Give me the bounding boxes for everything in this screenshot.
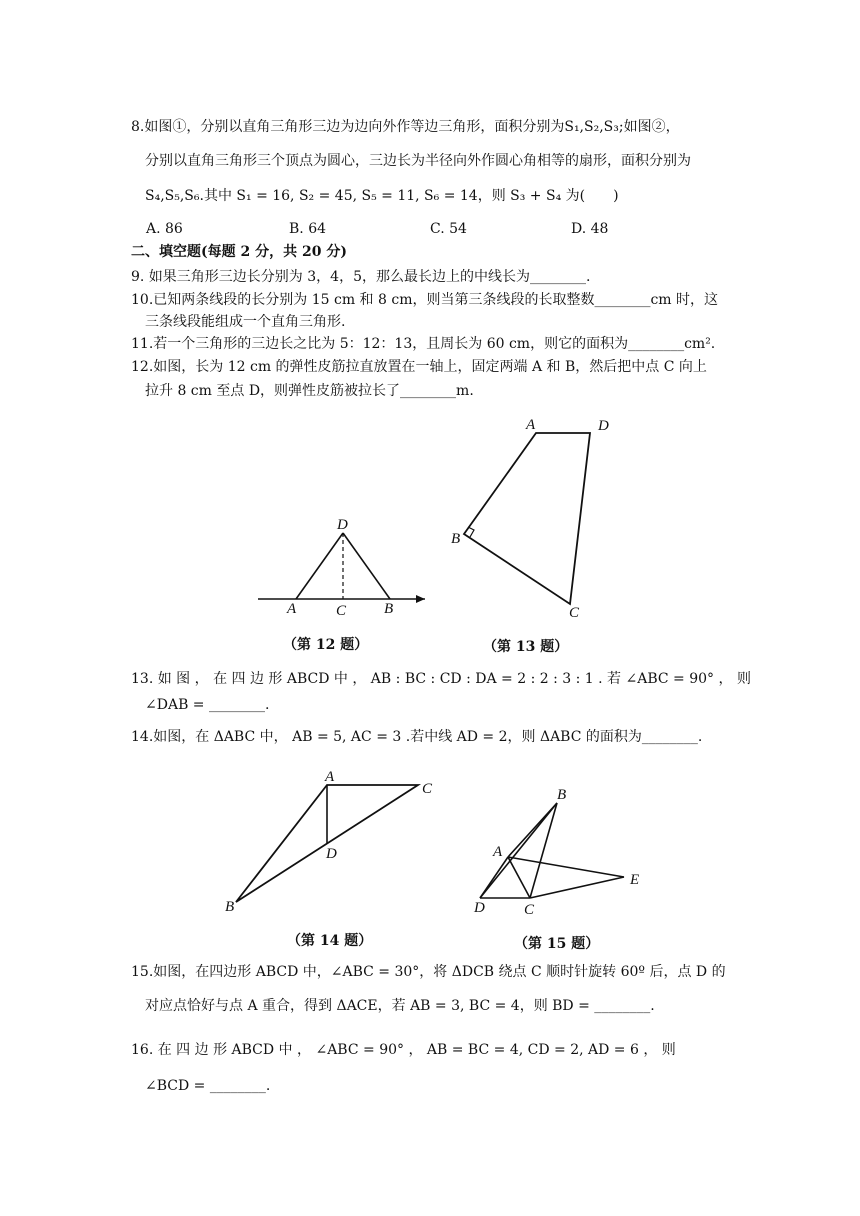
fig12-label-b: B	[384, 601, 394, 617]
fig14-label-b: B	[225, 899, 235, 915]
q11-text: 11.若一个三角形的三边长之比为 5：12：13，且周长为 60 cm，则它的面积为________cm².	[131, 336, 716, 352]
q10-line2: 三条线段能组成一个直角三角形.	[145, 314, 346, 330]
fig13-label-b: B	[451, 531, 461, 547]
fig15-label-a: A	[493, 844, 503, 860]
fig14-caption: （第 14 题）	[287, 933, 373, 949]
q13-line2: ∠DAB = ________.	[145, 697, 270, 713]
fig15-label-b: B	[557, 787, 567, 803]
q8-option-a: A. 86	[146, 221, 183, 237]
q8-line2: 分别以直角三角形三个顶点为圆心，三边长为半径向外作圆心角相等的扇形，面积分别为	[145, 153, 691, 169]
fig12-caption: （第 12 题）	[283, 637, 369, 653]
fig12-label-d: D	[337, 517, 348, 533]
fig12-label-c: C	[336, 603, 347, 619]
fig12-label-a: A	[287, 601, 297, 617]
q8-option-b: B. 64	[289, 221, 327, 237]
q13-line1: 13. 如 图 ， 在 四 边 形 ABCD 中 ， AB : BC : CD : DA = 2 : 2 : 3 : 1 . 若 ∠ABC = 90° ， 则	[131, 671, 751, 687]
fig13-label-a: A	[526, 417, 536, 433]
q9-text: 9. 如果三角形三边长分别为 3，4，5，那么最长边上的中线长为________.	[131, 269, 591, 285]
q16-line2: ∠BCD = ________.	[145, 1078, 271, 1094]
fig13-label-d: D	[598, 418, 609, 434]
q15-line2: 对应点恰好与点 A 重合，得到 ΔACE，若 AB = 3, BC = 4，则 BD = ________.	[145, 998, 655, 1014]
q8-line3: S₄,S₅,S₆.其中 S₁ = 16, S₂ = 45, S₅ = 11, S₆ = 14，则 S₃ + S₄ 为( )	[145, 188, 619, 204]
q15-line1: 15.如图，在四边形 ABCD 中，∠ABC = 30°，将 ΔDCB 绕点 C 顺时针旋转 60º 后，点 D 的	[131, 964, 726, 980]
fig15-label-e: E	[630, 872, 640, 888]
fig14-label-c: C	[422, 781, 433, 797]
q8-option-d: D. 48	[571, 221, 609, 237]
fig13-caption: （第 13 题）	[483, 639, 569, 655]
fig13-label-c: C	[569, 605, 580, 621]
q16-line1: 16. 在 四 边 形 ABCD 中 ， ∠ABC = 90° ， AB = BC = 4, CD = 2, AD = 6 ， 则	[131, 1042, 676, 1058]
q10-line1: 10.已知两条线段的长分别为 15 cm 和 8 cm，则当第三条线段的长取整数________cm 时，这	[131, 292, 719, 308]
q12-line1: 12.如图，长为 12 cm 的弹性皮筋拉直放置在一轴上，固定两端 A 和 B，然后把中点 C 向上	[131, 359, 707, 375]
fig15-label-c: C	[524, 902, 535, 918]
q14-text: 14.如图，在 ΔABC 中， AB = 5, AC = 3 .若中线 AD = 2，则 ΔABC 的面积为________.	[131, 729, 703, 745]
fig14-label-d: D	[326, 846, 337, 862]
q8-option-c: C. 54	[430, 221, 467, 237]
q8-line1: 8.如图①，分别以直角三角形三边为边向外作等边三角形，面积分别为S₁,S₂,S₃;如图②，	[131, 119, 680, 135]
fig15-caption: （第 15 题）	[514, 936, 600, 952]
q12-line2: 拉升 8 cm 至点 D，则弹性皮筋被拉长了________m.	[145, 383, 474, 399]
fig15-label-d: D	[474, 900, 485, 916]
section-heading: 二、填空题(每题 2 分，共 20 分)	[131, 244, 347, 260]
fig14-label-a: A	[325, 769, 335, 785]
